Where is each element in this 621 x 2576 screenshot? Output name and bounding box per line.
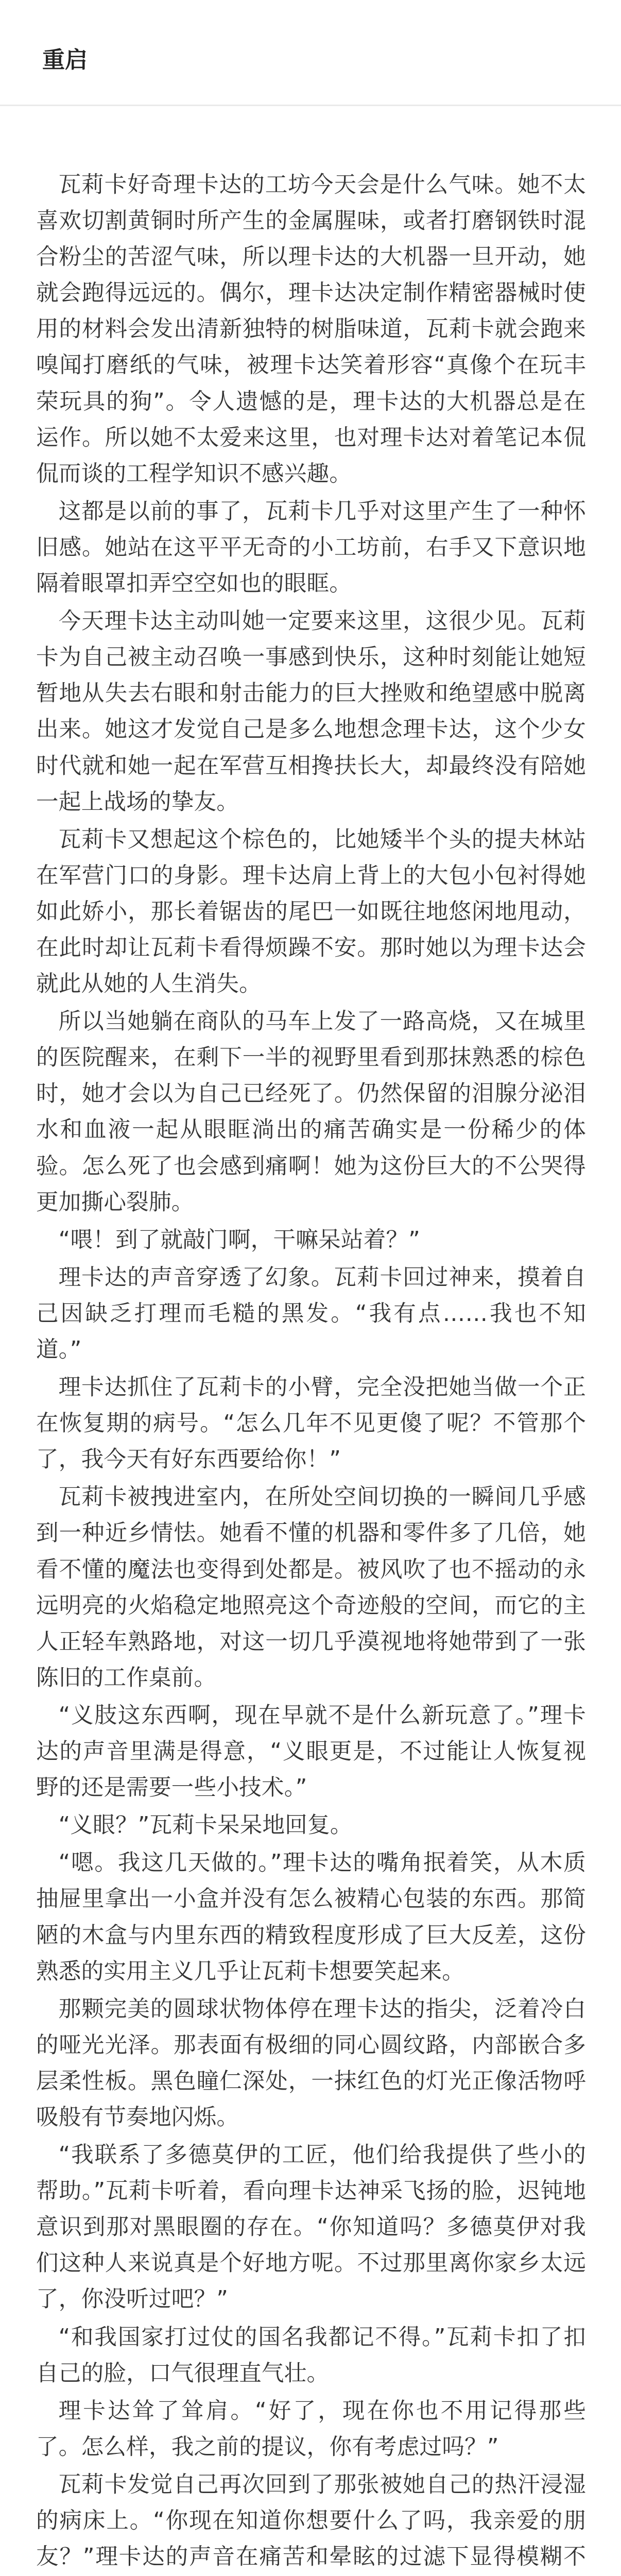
paragraph: “嗯。我这几天做的。”理卡达的嘴角抿着笑，从木质抽屉里拿出一小盒并没有怎么被精心包装的东西。那简陋的木盒与内里东西的精致程度形成了巨大反差，这份熟悉的实用主义几乎让瓦莉卡想要笑起来。	[36, 1850, 586, 1985]
paragraph: 今天理卡达主动叫她一定要来这里，这很少见。瓦莉卡为自己被主动召唤一事感到快乐，这种时刻能让她短暂地从失去右眼和射击能力的巨大挫败和绝望感中脱离出来。她这才发觉自己是多么地想念理卡达，这个少女时代就和她一起在军营互相搀扶长大，却最终没有陪她一起上战场的挚友。	[36, 608, 586, 815]
paragraph: 瓦莉卡好奇理卡达的工坊今天会是什么气味。她不太喜欢切割黄铜时所产生的金属腥味，或者打磨钢铁时混合粉尘的苦涩气味，所以理卡达的大机器一旦开动，她就会跑得远远的。偶尔，理卡达决定制作精密器械时使用的材料会发出清新独特的树脂味道，瓦莉卡就会跑来嗅闻打磨纸的气味，被理卡达笑着形容“真像个在玩丰荣玩具的狗”。令人遗憾的是，理卡达的大机器总是在运作。所以她不太爱来这里，也对理卡达对着笔记本侃侃而谈的工程学知识不感兴趣。	[36, 172, 586, 487]
paragraph: “我联系了多德莫伊的工匠，他们给我提供了些小的帮助。”瓦莉卡听着，看向理卡达神采飞扬的脸，迟钝地意识到那对黑眼圈的存在。“你知道吗？多德莫伊对我们这种人来说真是个好地方呢。不过那里离你家乡太远了，你没听过吧？”	[36, 2142, 586, 2313]
paragraph: 那颗完美的圆球状物体停在理卡达的指尖，泛着冷白的哑光光泽。那表面有极细的同心圆纹路，内部嵌合多层柔性板。黑色瞳仁深处，一抹红色的灯光正像活物呼吸般有节奏地闪烁。	[36, 1996, 586, 2130]
paragraph: 瓦莉卡发觉自己再次回到了那张被她自己的热汗浸湿的病床上。“你现在知道你想要什么了吗，我亲爱的朋友？”理卡达的声音在痛苦和晕眩的过滤下显得模糊不	[36, 2471, 586, 2570]
paragraph: “和我国家打过仗的国名我都记不得。”瓦莉卡扣了扣自己的脸，口气很理直气壮。	[36, 2324, 586, 2386]
paragraph: 瓦莉卡又想起这个棕色的，比她矮半个头的提夫林站在军营门口的身影。理卡达肩上背上的大包小包衬得她如此娇小，那长着锯齿的尾巴一如既往地悠闲地甩动，在此时却让瓦莉卡看得烦躁不安。那时她以为理卡达会就此从她的人生消失。	[36, 826, 586, 997]
paragraph: “义肢这东西啊，现在早就不是什么新玩意了。”理卡达的声音里满是得意，“义眼更是，不过能让人恢复视野的还是需要一些小技术。”	[36, 1702, 586, 1801]
article-body	[0, 106, 621, 2576]
paragraph: 理卡达抓住了瓦莉卡的小臂，完全没把她当做一个正在恢复期的病号。“怎么几年不见更傻了呢？不管那个了，我今天有好东西要给你！”	[36, 1375, 586, 1473]
paragraph: 理卡达的声音穿透了幻象。瓦莉卡回过神来，摸着自己因缺乏打理而毛糙的黑发。“我有点……我也不知道。”	[36, 1264, 586, 1363]
paragraph: “义眼？”瓦莉卡呆呆地回复。	[58, 1812, 353, 1839]
header	[0, 0, 621, 106]
paragraph: 这都是以前的事了，瓦莉卡几乎对这里产生了一种怀旧感。她站在这平平无奇的小工坊前，右手又下意识地隔着眼罩扣弄空空如也的眼眶。	[36, 498, 586, 597]
page-title: 重启	[42, 47, 88, 73]
paragraph: 瓦莉卡被拽进室内，在所处空间切换的一瞬间几乎感到一种近乡情怯。她看不懂的机器和零件多了几倍，她看不懂的魔法也变得到处都是。被风吹了也不摇动的永远明亮的火焰稳定地照亮这个奇迹般的空间，而它的主人正轻车熟路地，对这一切几乎漠视地将她带到了一张陈旧的工作桌前。	[36, 1484, 586, 1691]
paragraph: 所以当她躺在商队的马车上发了一路高烧，又在城里的医院醒来，在剩下一半的视野里看到那抹熟悉的棕色时，她才会以为自己已经死了。仍然保留的泪腺分泌泪水和血液一起从眼眶淌出的痛苦确实是一份稀少的体验。怎么死了也会感到痛啊！她为这份巨大的不公哭得更加撕心裂肺。	[36, 1009, 586, 1215]
paragraph: 理卡达耸了耸肩。“好了，现在你也不用记得那些了。怎么样，我之前的提议，你有考虑过吗？”	[36, 2398, 586, 2460]
paragraph: “喂！到了就敲门啊，干嘛呆站着？”	[58, 1227, 421, 1253]
